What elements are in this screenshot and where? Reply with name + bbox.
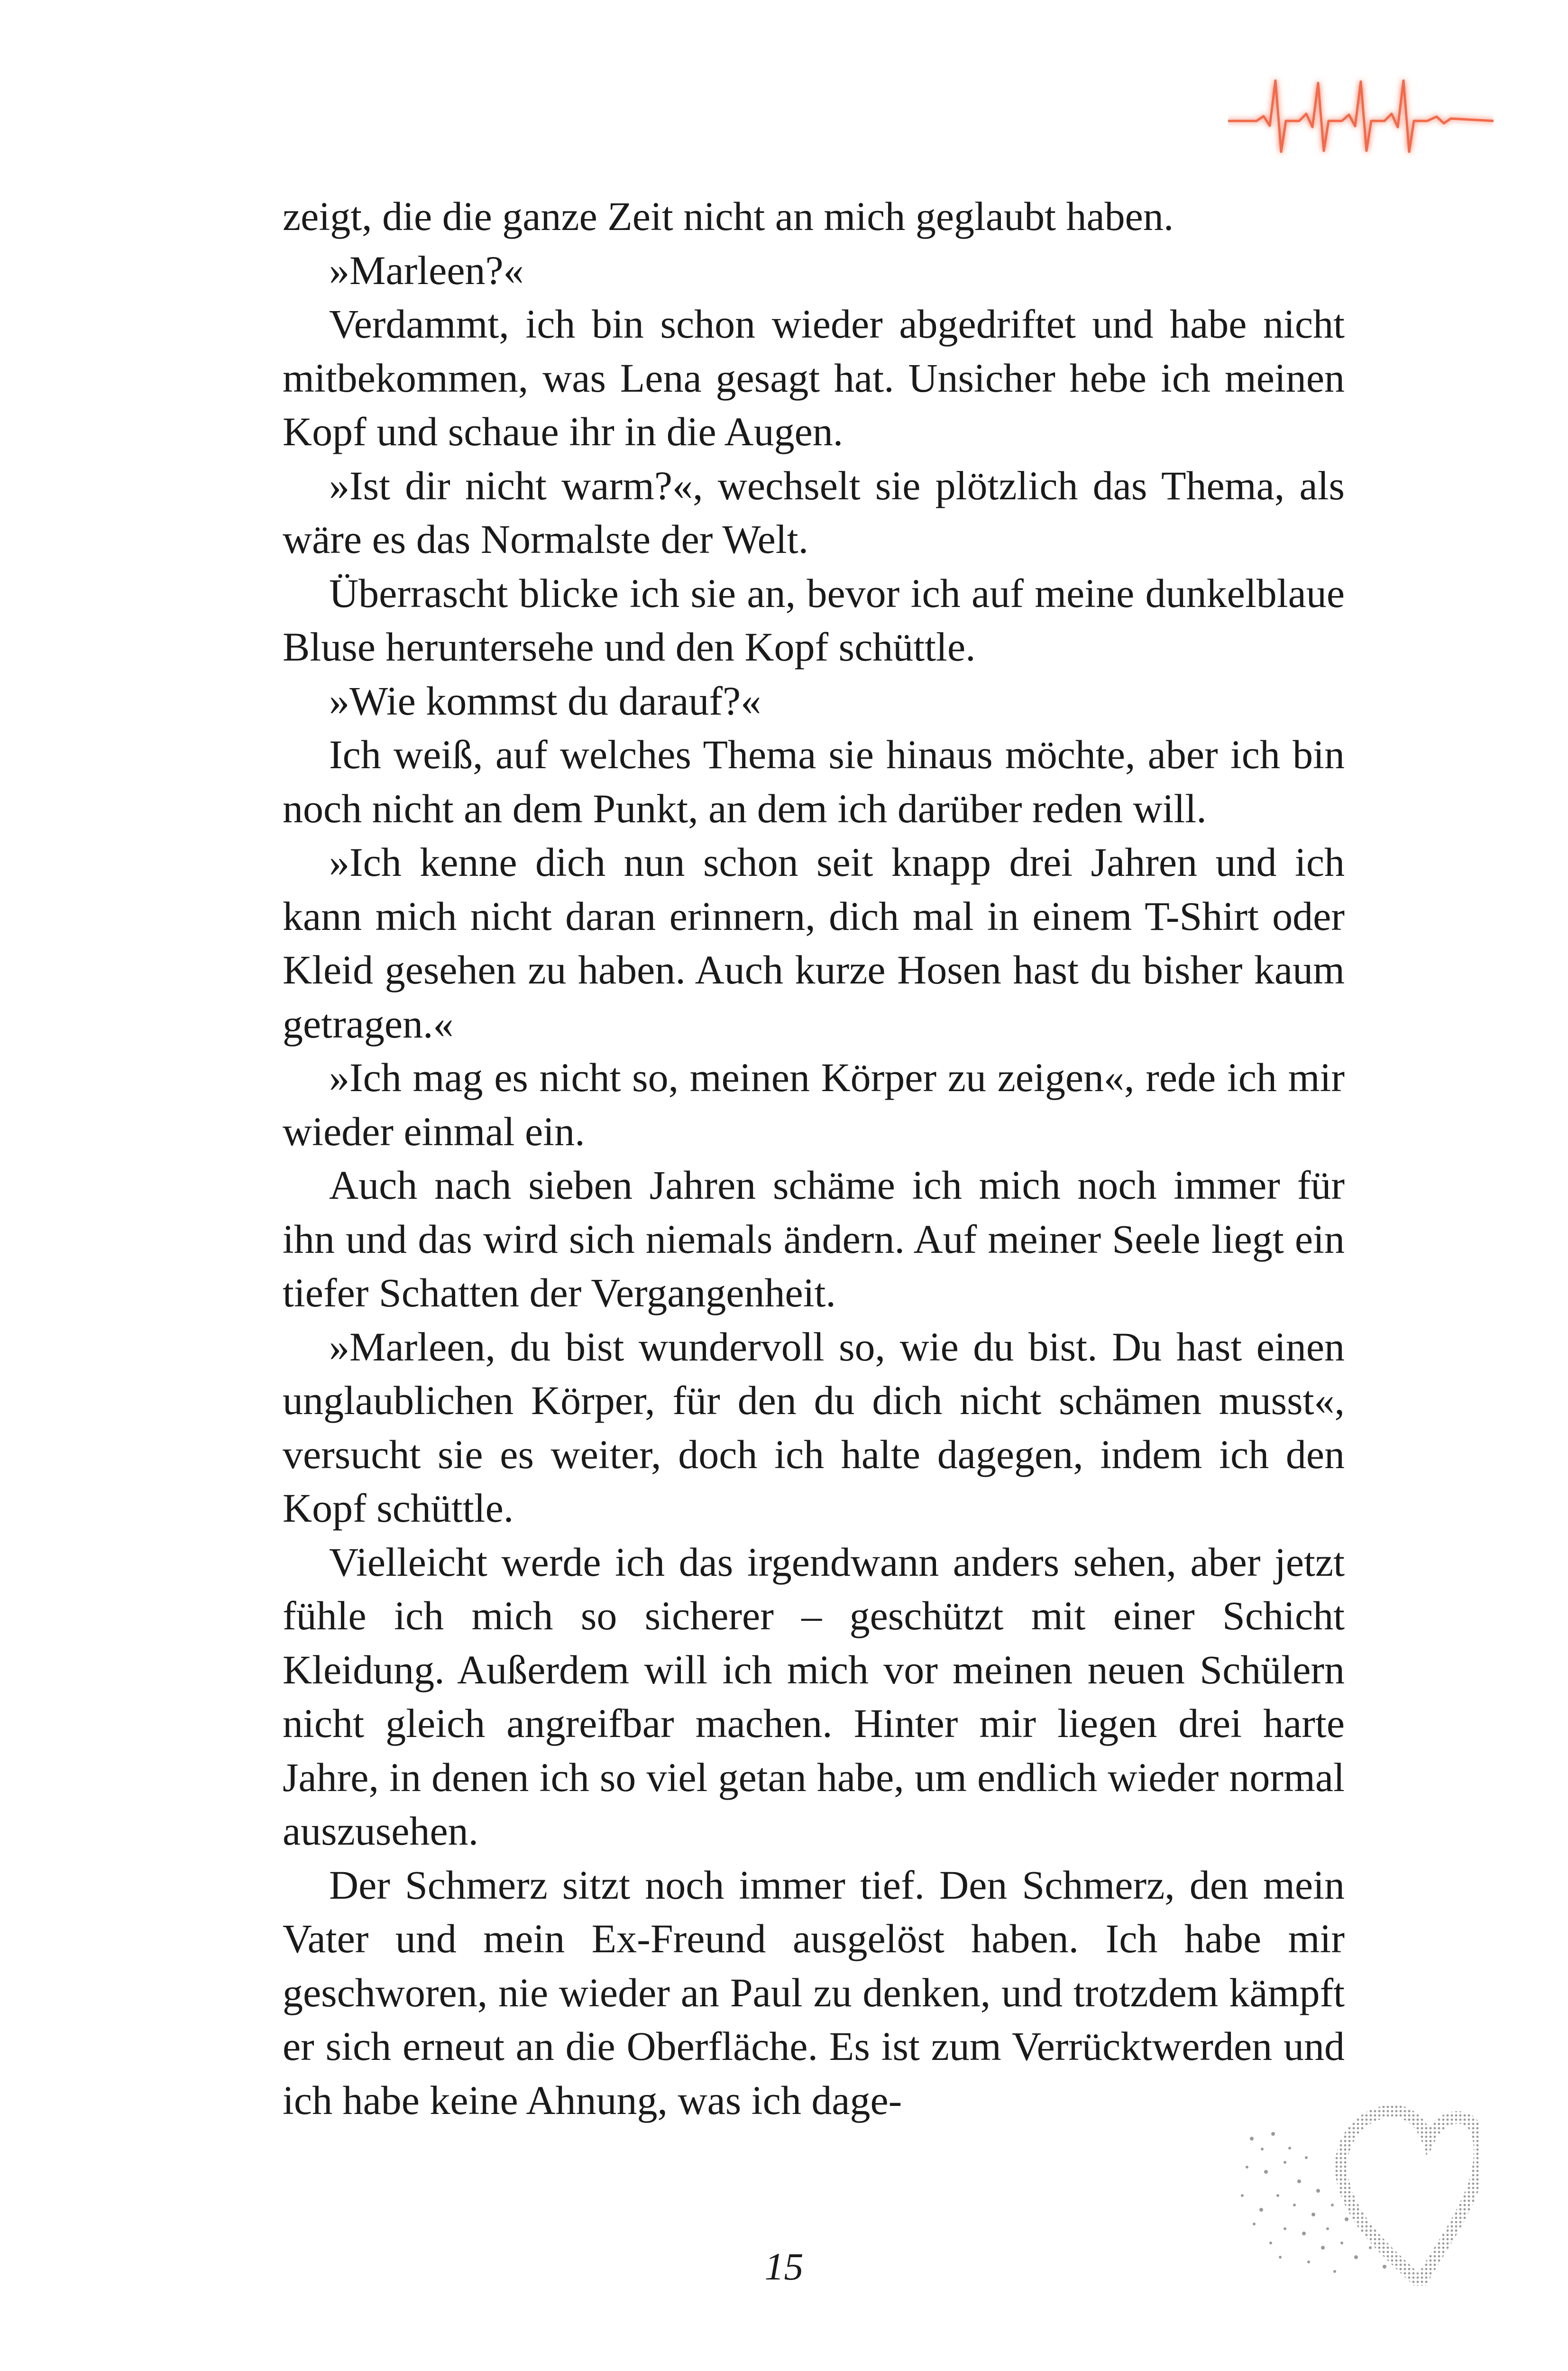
paragraph: Ich weiß, auf welches Thema sie hinaus möchte, aber ich bin noch nicht an dem Punkt, an dem ich darüber reden will. <box>283 732 1345 831</box>
body-text <box>283 190 1345 2127</box>
paragraph: »Wie kommst du darauf?« <box>329 678 761 724</box>
paragraph: »Ich kenne dich nun schon seit knapp drei Jahren und ich kann mich nicht daran erinnern, dich mal in einem T-Shirt oder Kleid gesehen zu haben. Auch kurze Hosen hast du bisher kaum getragen.« <box>283 839 1345 1047</box>
paragraph: Vielleicht werde ich das irgendwann anders sehen, aber jetzt fühle ich mich so sicherer – geschützt mit einer Schicht Kleidung. Außerdem will ich mich vor meinen neuen Schülern nicht gleich angreifbar machen. Hinter mir liegen drei harte Jahre, in denen ich so viel getan habe, um endlich wieder normal auszusehen. <box>283 1539 1345 1854</box>
heartbeat-line-icon <box>1228 71 1494 161</box>
paragraph: Auch nach sieben Jahren schäme ich mich noch immer für ihn und das wird sich niemals ändern. Auf meiner Seele liegt ein tiefer Schatten der Vergangenheit. <box>283 1162 1345 1315</box>
paragraph: »Ist dir nicht warm?«, wechselt sie plötzlich das Thema, als wäre es das Normalste der Welt. <box>283 462 1345 562</box>
paragraph: zeigt, die die ganze Zeit nicht an mich geglaubt haben. <box>283 193 1174 239</box>
page-number: 15 <box>764 2245 804 2288</box>
paragraph: »Ich mag es nicht so, meinen Körper zu zeigen«, rede ich mir wieder einmal ein. <box>283 1055 1345 1154</box>
paragraph: Überrascht blicke ich sie an, bevor ich auf meine dunkelblaue Bluse heruntersehe und den Kopf schüttle. <box>283 570 1345 670</box>
paragraph: Der Schmerz sitzt noch immer tief. Den Schmerz, den mein Vater und mein Ex-Freund ausgelöst haben. Ich habe mir geschworen, nie wieder an Paul zu denken, und trotzdem kämpft er sich erneut an die Oberfläche. Es ist zum Verrücktwerden und ich habe keine Ahnung, was ich dage- <box>283 1862 1345 2123</box>
paragraph: »Marleen?« <box>329 247 524 293</box>
paragraph: »Marleen, du bist wundervoll so, wie du bist. Du hast einen unglaublichen Körper, für den du dich nicht schämen musst«, versucht sie es weiter, doch ich halte dagegen, indem ich den Kopf schüttle. <box>283 1323 1345 1531</box>
paragraph: Verdammt, ich bin schon wieder abgedriftet und habe nicht mitbekommen, was Lena gesagt hat. Unsicher hebe ich meinen Kopf und schaue ihr in die Augen. <box>283 301 1345 454</box>
